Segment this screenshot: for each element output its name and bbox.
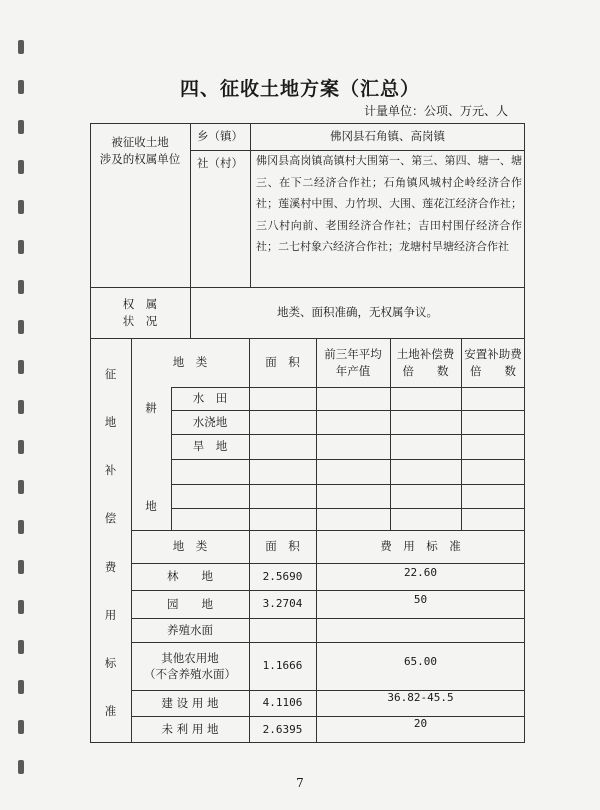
rights-label: 权 属 状 况 — [122, 297, 158, 328]
farmland-label-top: 耕 — [145, 400, 157, 415]
row-construction-area: 4.1106 — [262, 696, 303, 710]
row-forest-standard: 22.60 — [403, 566, 438, 580]
header-area: 面 积 — [265, 355, 300, 370]
row-construction-type: 建 设 用 地 — [161, 695, 219, 710]
row-other-agri-area: 1.1666 — [262, 659, 303, 673]
row-unused-standard: 20 — [413, 717, 428, 731]
row-other-agri-type: 其他农用地 （不含养殖水面） — [144, 650, 236, 681]
farmland-row-paddy: 水 田 — [192, 391, 228, 406]
other-header-area: 面 积 — [265, 539, 300, 554]
row-unused-area: 2.6395 — [262, 722, 303, 736]
row-forest-area: 2.5690 — [262, 569, 303, 583]
township-value: 佛冈县石角镇、高岗镇 — [330, 129, 445, 144]
rights-value: 地类、面积准确，无权属争议。 — [277, 305, 438, 320]
unit-note: 计量单位：公项、万元、人 — [363, 104, 508, 118]
farmland-row-dry: 旱 地 — [192, 439, 228, 454]
row-garden-type: 园 地 — [167, 596, 213, 611]
row-forest-type: 林 地 — [167, 569, 213, 584]
other-header-standard: 费 用 标 准 — [380, 539, 461, 554]
farmland-label-bottom: 地 — [145, 498, 157, 513]
other-header-land-type: 地 类 — [172, 539, 208, 554]
village-label: 社（村） — [197, 155, 243, 170]
ownership-label: 被征收土地 涉及的权属单位 — [99, 135, 181, 166]
row-garden-standard: 50 — [413, 593, 428, 607]
binding-rings — [18, 30, 28, 800]
page-title: 四、征收土地方案（汇总） — [179, 78, 420, 100]
header-land-type: 地 类 — [172, 355, 208, 370]
row-construction-standard: 36.82-45.5 — [387, 691, 454, 705]
row-other-agri-standard: 65.00 — [403, 655, 438, 669]
header-resettle: 安置补助费 倍 数 — [464, 347, 522, 378]
page-number: 7 — [296, 776, 304, 790]
header-land-comp: 土地补偿费 倍 数 — [396, 347, 455, 378]
compensation-side-label: 征 地 补 偿 费 用 标 准 — [104, 367, 117, 718]
row-garden-area: 3.2704 — [262, 597, 303, 611]
township-label: 乡（镇） — [197, 129, 243, 144]
village-value: 佛冈县高岗镇高镇村大围第一、第三、第四、塘一、塘三、在下二经济合作社；石角镇风城村企岭经济合作社；莲溪村中围、力竹坝、大围、莲花江经济合作社；三八村向前、老围经济合作社；吉田村围仔经济合作社；二七村象六经济合作社；龙塘村旱塘经济合作社 — [256, 154, 522, 253]
header-avg-output: 前三年平均 年产值 — [324, 347, 382, 378]
farmland-row-irrigated: 水浇地 — [192, 414, 228, 429]
row-aquaculture-type: 养殖水面 — [167, 622, 213, 637]
row-unused-type: 未 利 用 地 — [161, 722, 219, 737]
